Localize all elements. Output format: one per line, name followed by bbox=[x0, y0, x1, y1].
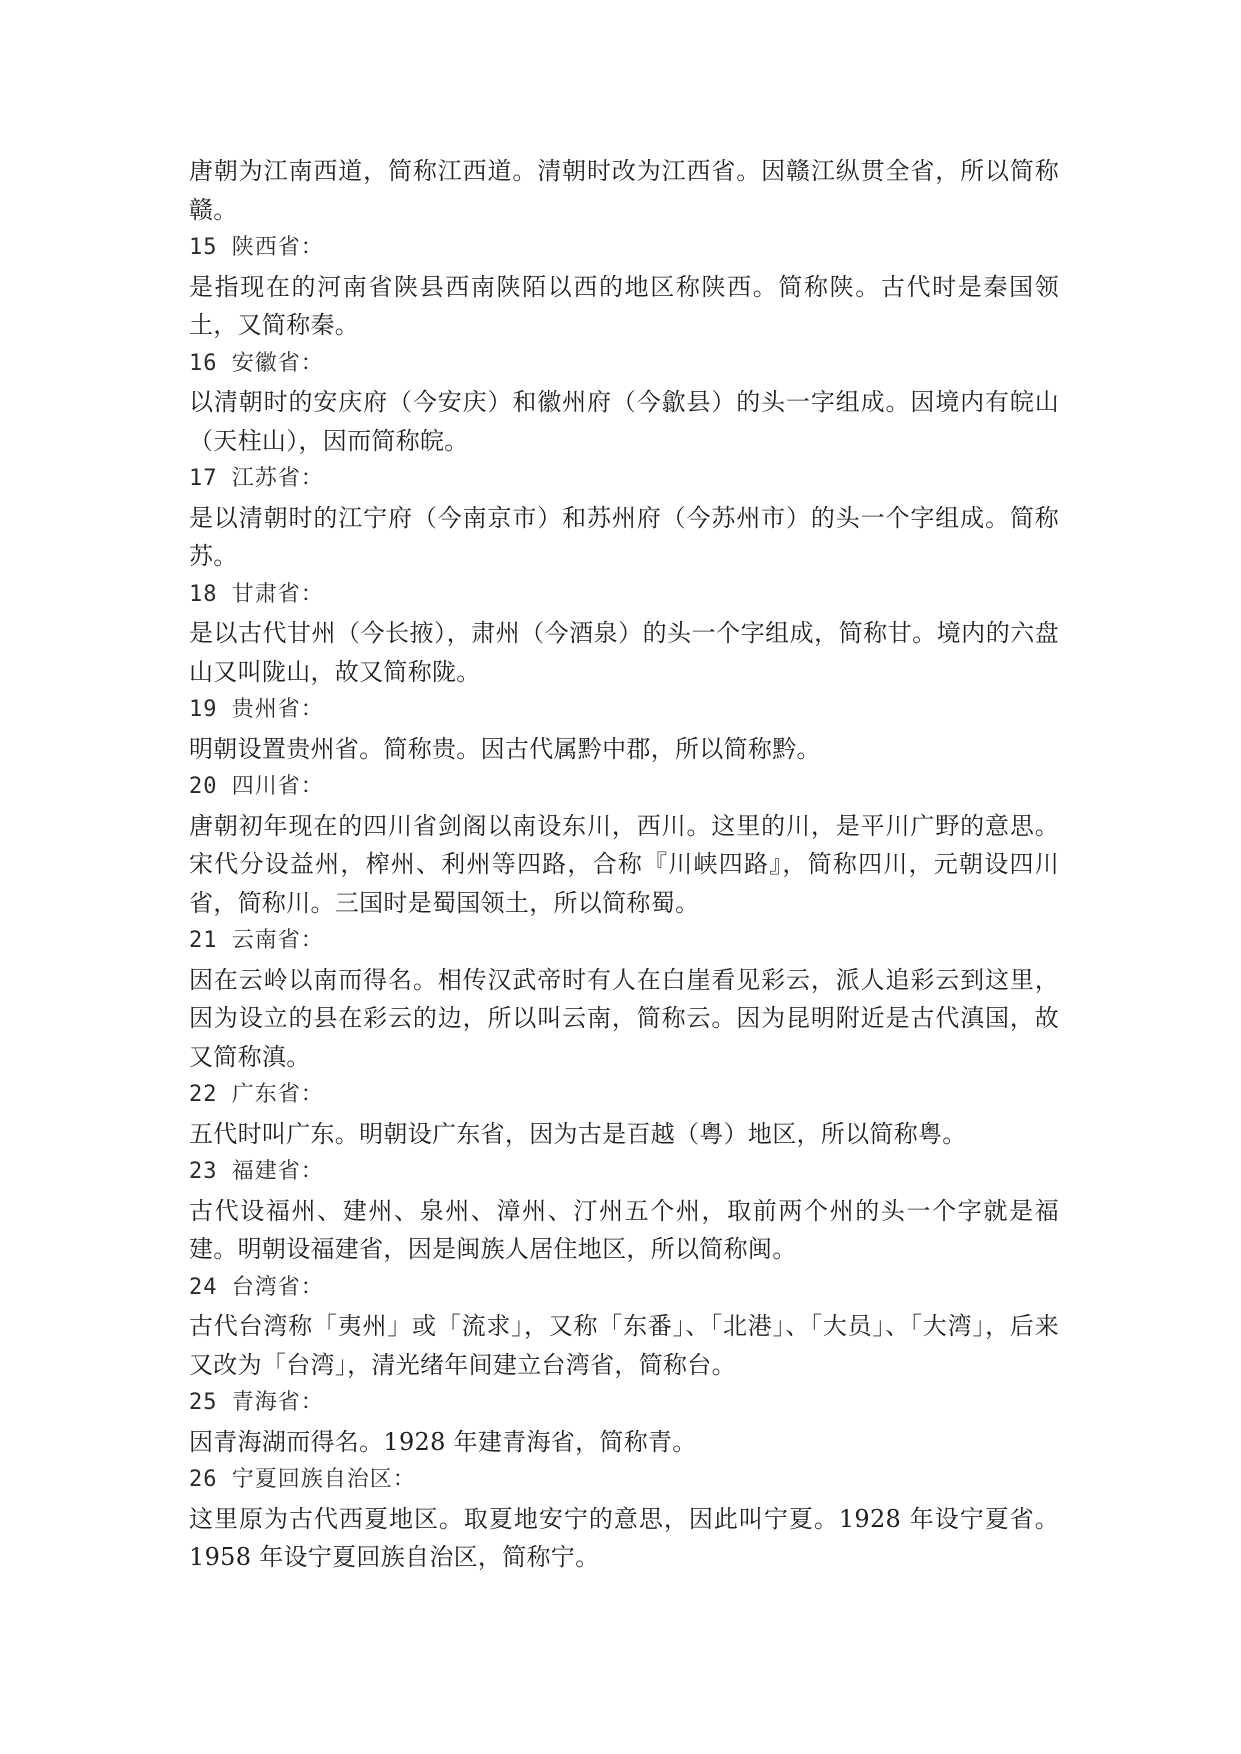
section-taiwan bbox=[189, 1269, 1059, 1385]
section-gansu bbox=[189, 576, 1059, 692]
section-text: 唐朝初年现在的四川省剑阁以南设东川，西川。这里的川，是平川广野的意思。宋代分设益州，榨州、利州等四路，合称『川峡四路』，简称四川，元朝设四川省，简称川。三国时是蜀国领土，所以简称蜀。 bbox=[189, 811, 1059, 917]
section-jiangsu bbox=[189, 460, 1059, 576]
section-text: 是指现在的河南省陕县西南陕陌以西的地区称陕西。简称陕。古代时是秦国领土，又简称秦。 bbox=[189, 272, 1059, 339]
section-anhui bbox=[189, 345, 1059, 461]
section-qinghai bbox=[189, 1384, 1059, 1461]
section-text: 因在云岭以南而得名。相传汉武帝时有人在白崖看见彩云，派人追彩云到这里，因为设立的县在彩云的边，所以叫云南，简称云。因为昆明附近是古代滇国，故又简称滇。 bbox=[189, 965, 1059, 1071]
section-text: 五代时叫广东。明朝设广东省，因为古是百越（粤）地区，所以简称粤。 bbox=[189, 1119, 967, 1148]
section-guizhou bbox=[189, 691, 1059, 768]
section-text: 这里原为古代西夏地区。取夏地安宁的意思，因此叫宁夏。1928 年设宁夏省。1958 年设宁夏回族自治区，简称宁。 bbox=[189, 1504, 1059, 1571]
section-text: 唐朝为江南西道，简称江西道。清朝时改为江西省。因赣江纵贯全省，所以简称赣。 bbox=[189, 157, 1059, 224]
section-heading: 18 甘肃省： bbox=[189, 581, 324, 607]
section-heading: 23 福建省： bbox=[189, 1159, 324, 1184]
section-jiangxi bbox=[189, 152, 1059, 229]
section-text: 古代台湾称「夷州」或「流求」，又称「东番」、「北港」、「大员」、「大湾」，后来又改为「台湾」，清光绪年间建立台湾省，简称台。 bbox=[189, 1312, 1059, 1379]
section-shaanxi bbox=[189, 229, 1059, 345]
section-fujian bbox=[189, 1153, 1059, 1269]
section-guangdong bbox=[189, 1076, 1059, 1153]
section-heading: 24 台湾省： bbox=[189, 1274, 324, 1300]
section-heading: 21 云南省： bbox=[189, 928, 324, 953]
section-text: 明朝设置贵州省。简称贵。因古代属黔中郡，所以简称黔。 bbox=[189, 734, 821, 763]
section-heading: 15 陕西省： bbox=[189, 235, 324, 260]
section-heading: 16 安徽省： bbox=[189, 350, 324, 376]
document-page bbox=[189, 152, 1059, 1577]
section-text: 以清朝时的安庆府（今安庆）和徽州府（今歙县）的头一字组成。因境内有皖山（天柱山），因而简称皖。 bbox=[189, 388, 1059, 455]
section-heading: 17 江苏省： bbox=[189, 466, 324, 491]
section-heading: 26 宁夏回族自治区： bbox=[189, 1467, 416, 1492]
section-yunnan bbox=[189, 922, 1059, 1076]
section-heading: 19 贵州省： bbox=[189, 697, 324, 722]
section-heading: 20 四川省： bbox=[189, 774, 324, 799]
section-text: 是以古代甘州（今长掖），肃州（今酒泉）的头一个字组成，简称甘。境内的六盘山又叫陇山，故又简称陇。 bbox=[189, 619, 1059, 686]
section-ningxia bbox=[189, 1461, 1059, 1577]
section-text: 因青海湖而得名。1928 年建青海省，简称青。 bbox=[189, 1427, 697, 1456]
section-text: 古代设福州、建州、泉州、漳州、汀州五个州，取前两个州的头一个字就是福建。明朝设福建省，因是闽族人居住地区，所以简称闽。 bbox=[189, 1196, 1059, 1263]
section-heading: 25 青海省： bbox=[189, 1390, 324, 1415]
section-heading: 22 广东省： bbox=[189, 1082, 324, 1107]
section-text: 是以清朝时的江宁府（今南京市）和苏州府（今苏州市）的头一个字组成。简称苏。 bbox=[189, 503, 1059, 570]
section-sichuan bbox=[189, 768, 1059, 922]
